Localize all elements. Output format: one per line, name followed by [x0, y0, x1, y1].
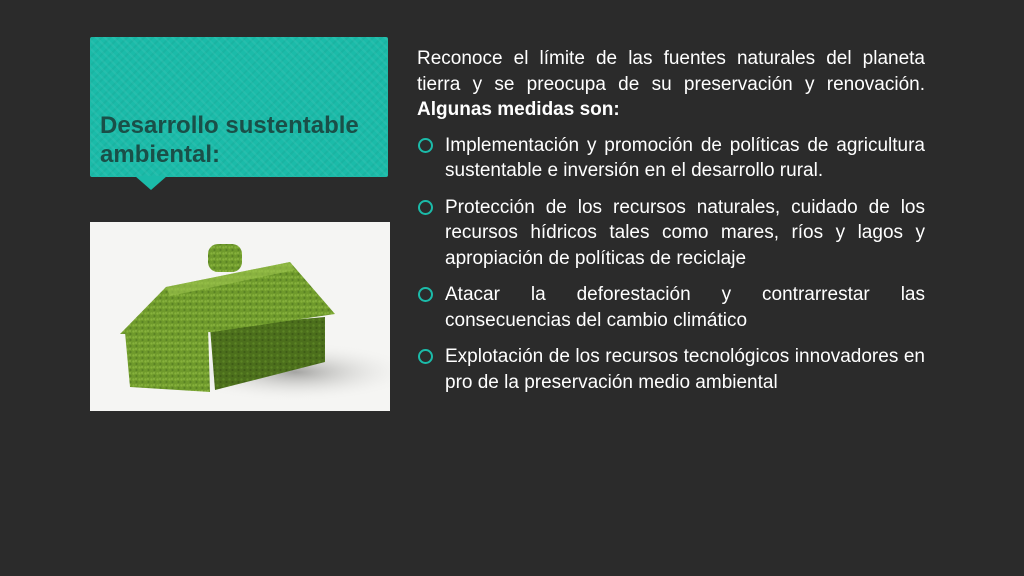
bullet-text: Protección de los recursos naturales, cuidado de los recursos hídricos tales como mares, ríos y lagos y apropiación de políticas de reciclaje — [445, 196, 925, 269]
bullet-list — [417, 133, 925, 396]
grass-house-image — [90, 222, 390, 411]
list-item — [417, 282, 925, 333]
bullet-text: Implementación y promoción de políticas de agricultura sustentable e inversión en el desarrollo rural. — [445, 134, 925, 181]
title-box — [90, 37, 388, 177]
content-area — [417, 46, 925, 406]
list-item — [417, 195, 925, 272]
intro-text: Reconoce el límite de las fuentes naturales del planeta tierra y se preocupa de su preservación y renovación. — [417, 48, 925, 95]
list-item — [417, 344, 925, 395]
title-pointer — [135, 176, 167, 190]
grass-house-illustration — [90, 222, 390, 411]
chimney — [208, 244, 242, 272]
bullet-text: Atacar la deforestación y contrarrestar las consecuencias del cambio climático — [445, 284, 925, 331]
intro-paragraph — [417, 46, 925, 123]
intro-bold: Algunas medidas son: — [417, 99, 620, 120]
circle-bullet-icon — [418, 200, 433, 215]
circle-bullet-icon — [418, 349, 433, 364]
circle-bullet-icon — [418, 138, 433, 153]
slide-title: Desarrollo sustentable ambiental: — [100, 112, 359, 168]
bullet-text: Explotación de los recursos tecnológicos innovadores en pro de la preservación medio ambiental — [445, 346, 925, 393]
list-item — [417, 133, 925, 184]
circle-bullet-icon — [418, 287, 433, 302]
